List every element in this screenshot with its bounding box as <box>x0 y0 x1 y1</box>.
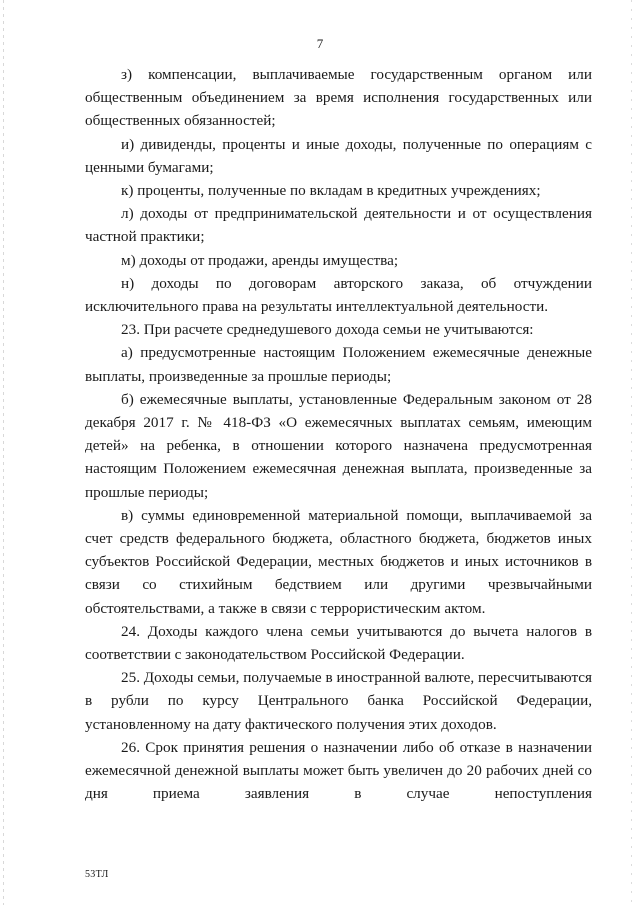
paragraph-n: н) доходы по договорам авторского заказа, об отчуждении исключительного права на результаты интеллектуальной деятельности. <box>85 274 592 316</box>
paragraph-26: 26. Срок принятия решения о назначении либо об отказе в назначении ежемесячной денежной выплаты может быть увеличен до 20 рабочих дней со дня приема заявления в случае непоступления <box>85 738 592 803</box>
paragraph-24: 24. Доходы каждого члена семьи учитываются до вычета налогов в соответствии с законодательством Российской Федерации. <box>85 622 592 664</box>
paragraph-m: м) доходы от продажи, аренды имущества; <box>121 251 399 269</box>
page-number: 7 <box>316 36 324 51</box>
scan-edge-right <box>631 0 632 905</box>
paragraph-z: з) компенсации, выплачиваемые государственным органом или общественным объединением за время исполнения государственных или общественных обязанностей; <box>85 66 592 130</box>
paragraph-l: л) доходы от предпринимательской деятельности и от осуществления частной практики; <box>85 205 592 246</box>
paragraph-23b: б) ежемесячные выплаты, установленные Федеральным законом от 28 декабря 2017 г. № 418-ФЗ «О ежемесячных выплатах семьям, имеющим детей» на ребенка, в отношении которого назначена предусмотренная настоящим Положением ежемесячная денежная выплата, произведенные за прошлые периоды; <box>85 390 592 501</box>
paragraph-23v: в) суммы единовременной материальной помощи, выплачиваемой за счет средств федерального бюджета, областного бюджета, бюджетов иных субъектов Российской Федерации, местных бюджетов и иных источников в связи со стихийным бедствием или другими чрезвычайными обстоятельствами, а также в связи с террористическим актом. <box>85 506 592 617</box>
paragraph-k: к) проценты, полученные по вкладам в кредитных учреждениях; <box>121 182 541 200</box>
document-body <box>85 63 592 806</box>
scan-edge-left <box>3 0 4 905</box>
footer-code: 53ТЛ <box>85 869 109 880</box>
paragraph-23a: а) предусмотренные настоящим Положением ежемесячные денежные выплаты, произведенные за прошлые периоды; <box>85 344 592 385</box>
paragraph-i: и) дивиденды, проценты и иные доходы, полученные по операциям с ценными бумагами; <box>85 135 592 176</box>
paragraph-23: 23. При расчете среднедушевого дохода семьи не учитываются: <box>121 321 534 339</box>
paragraph-25: 25. Доходы семьи, получаемые в иностранной валюте, пересчитываются в рубли по курсу Центрального банка Российской Федерации, установленному на дату фактического получения этих доходов. <box>85 669 592 733</box>
